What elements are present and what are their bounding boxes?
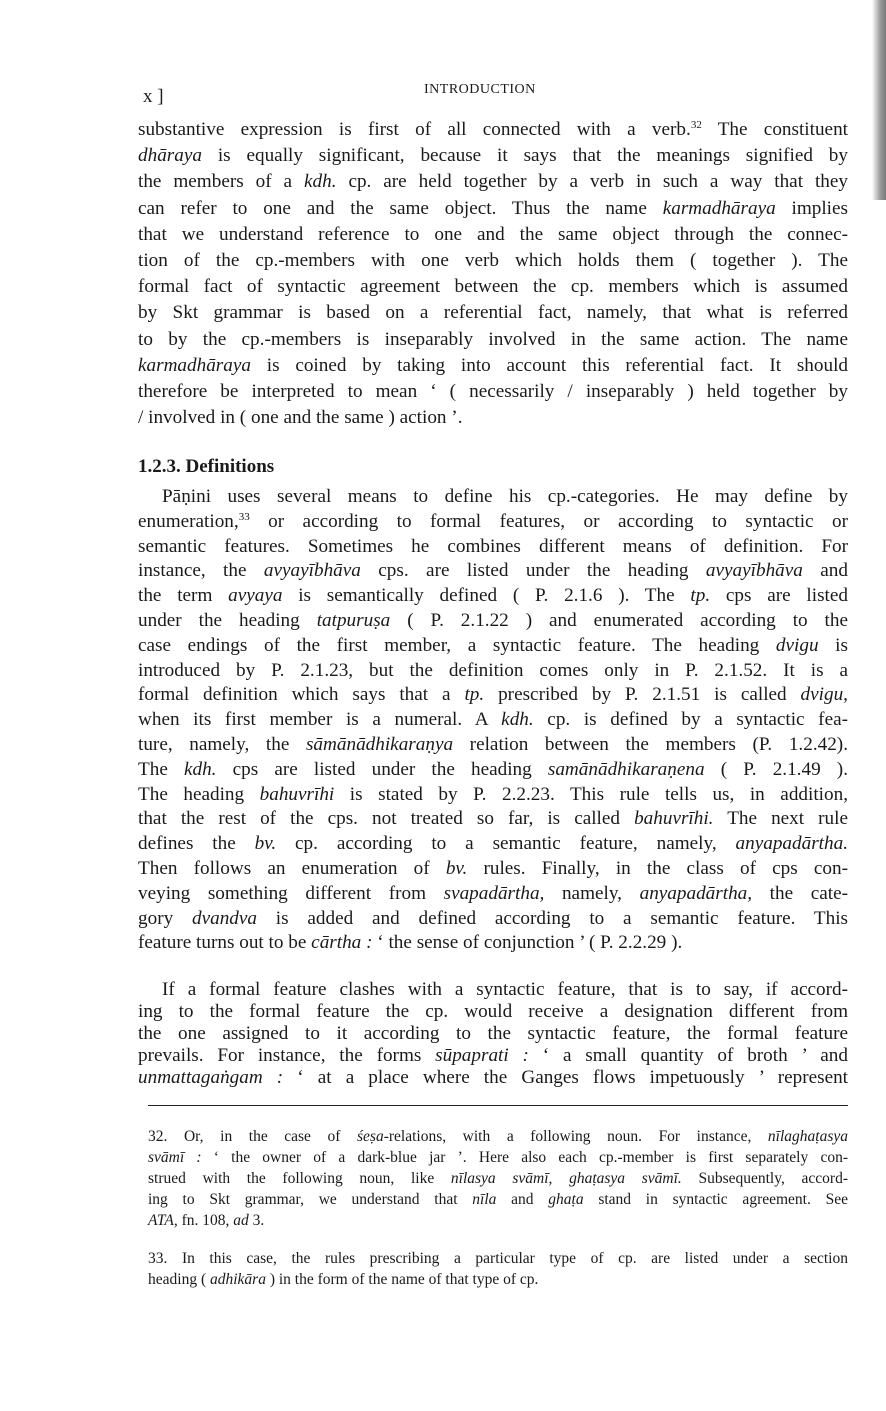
text-line: ATA, fn. 108, ad 3. xyxy=(148,1212,265,1229)
text-line: introduced by P. 2.1.23, but the definition comes only in P. 2.1.52. It is a xyxy=(138,659,848,681)
italic-term: ad xyxy=(233,1212,249,1229)
text-line: Then follows an enumeration of bv. rules. Finally, in the class of cps con- xyxy=(138,857,848,879)
text-line: formal fact of syntactic agreement between the cp. members which is assumed xyxy=(138,276,848,298)
italic-term: śeṣa xyxy=(357,1128,384,1145)
text-line: to by the cp.-members is inseparably involved in the same action. The name xyxy=(138,328,848,350)
text-line: formal definition which says that a tp. prescribed by P. 2.1.51 is called dvigu, xyxy=(138,684,848,706)
italic-term: bahuvrīhi. xyxy=(634,808,714,830)
italic-term: karmadhāraya xyxy=(662,197,776,219)
italic-term: bv. xyxy=(445,857,468,879)
italic-term: sūpaprati : xyxy=(435,1045,529,1066)
italic-term: kdh. xyxy=(183,758,217,780)
text-line: karmadhāraya is coined by taking into account this referential fact. It should xyxy=(138,354,848,376)
text-line: strued with the following noun, like nīlasya svāmī, ghaṭasya svāmī. Subsequently, accord- xyxy=(148,1170,848,1187)
text-line: tion of the cp.-members with one verb which holds them ( together ). The xyxy=(138,249,848,271)
italic-term: sāmānādhikaraṇya xyxy=(305,733,454,755)
text-line: 33. In this case, the rules prescribing a particular type of cp. are listed under a section xyxy=(148,1250,848,1267)
italic-term: dvandva xyxy=(191,907,257,929)
footnote-reference: 33 xyxy=(238,510,250,523)
running-title: INTRODUCTION xyxy=(424,82,536,97)
italic-term: ghaṭa xyxy=(548,1191,584,1208)
italic-term: svāmī : xyxy=(148,1149,202,1166)
italic-term: unmattagaṅgam : xyxy=(138,1067,284,1088)
italic-term: kdh. xyxy=(501,709,534,731)
footnote-divider xyxy=(148,1105,848,1106)
text-line: instance, the avyayībhāva cps. are listed under the heading avyayībhāva and xyxy=(138,560,848,582)
text-line: veying something different from svapadārtha, namely, anyapadārtha, the cate- xyxy=(138,882,848,904)
text-line: can refer to one and the same object. Thus the name karmadhāraya implies xyxy=(138,197,848,219)
scan-edge-shadow xyxy=(872,0,886,200)
footnote-32 xyxy=(148,1126,848,1231)
italic-term: kdh. xyxy=(304,171,337,193)
text-line: enumeration,$^{33}$ or according to formal features, or according to syntactic or xyxy=(138,510,848,532)
italic-term: nīlasya svāmī, ghaṭasya svāmī. xyxy=(450,1170,682,1187)
text-line: defines the bv. cp. according to a semantic feature, namely, anyapadārtha. xyxy=(138,833,848,855)
text-line: the one assigned to it according to the syntactic feature, the formal feature xyxy=(138,1023,848,1044)
text-line: heading ( adhikāra ) in the form of the name of that type of cp. xyxy=(148,1271,539,1288)
italic-term: tatpuruṣa xyxy=(316,609,391,631)
text-line: If a formal feature clashes with a syntactic feature, that is to say, if accord- xyxy=(162,979,848,1000)
page-number: x ] xyxy=(143,86,164,107)
paragraph-2 xyxy=(138,485,848,956)
italic-term: ATA, xyxy=(148,1212,178,1229)
italic-term: tp. xyxy=(464,684,485,706)
italic-term: karmadhāraya xyxy=(138,354,251,376)
text-line: svāmī : ‘ the owner of a dark-blue jar ’. Here also each cp.-member is first separately con- xyxy=(148,1149,848,1166)
text-line: 32. Or, in the case of śeṣa-relations, with a following noun. For instance, nīlaghaṭasya xyxy=(148,1128,848,1145)
italic-term: nīlaghaṭasya xyxy=(767,1128,848,1145)
italic-term: bv. xyxy=(254,833,277,855)
italic-term: samānādhikaraṇena xyxy=(547,758,705,780)
italic-term: svapadārtha, xyxy=(443,882,545,904)
text-line: therefore be interpreted to mean ‘ ( necessarily / inseparably ) held together by xyxy=(138,380,848,402)
text-line: unmattagaṅgam : ‘ at a place where the Ganges flows impetuously ’ represent xyxy=(138,1067,849,1088)
italic-term: dhāraya xyxy=(138,145,202,167)
text-line: when its first member is a numeral. A kdh. cp. is defined by a syntactic fea- xyxy=(138,709,848,731)
italic-term: bahuvrīhi xyxy=(259,783,335,805)
italic-term: avyayībhāva xyxy=(705,560,803,582)
footnote-33 xyxy=(148,1248,848,1290)
italic-term: tp. xyxy=(690,585,711,607)
text-line: the term avyaya is semantically defined ( P. 2.1.6 ). The tp. cps are listed xyxy=(138,585,848,607)
italic-term: nīla xyxy=(472,1191,497,1208)
text-line: case endings of the first member, a syntactic feature. The heading dvigu is xyxy=(138,634,848,656)
italic-term: dvigu, xyxy=(800,684,848,706)
paragraph-3 xyxy=(138,979,848,1089)
italic-term: avyayībhāva xyxy=(263,560,361,582)
text-line: that we understand reference to one and the same object through the connec- xyxy=(138,223,848,245)
text-line: prevails. For instance, the forms sūpaprati : ‘ a small quantity of broth ’ and xyxy=(138,1045,848,1066)
text-line: / involved in ( one and the same ) action ’. xyxy=(138,407,463,429)
italic-term: anyapadārtha. xyxy=(735,833,848,855)
text-line: The kdh. cps are listed under the heading samānādhikaraṇena ( P. 2.1.49 ). xyxy=(138,758,848,780)
italic-term: cārtha : xyxy=(311,932,373,954)
italic-term: avyaya xyxy=(228,585,283,607)
text-line: dhāraya is equally significant, because it says that the meanings signified by xyxy=(138,145,848,167)
text-line: the members of a kdh. cp. are held together by a verb in such a way that they xyxy=(138,171,848,193)
text-line: ing to the formal feature the cp. would receive a designation different from xyxy=(138,1001,848,1022)
text-line: ture, namely, the sāmānādhikaraṇya relation between the members (P. 1.2.42). xyxy=(138,733,848,755)
text-line: gory dvandva is added and defined according to a semantic feature. This xyxy=(138,907,849,929)
italic-term: adhikāra xyxy=(209,1271,266,1288)
text-line: semantic features. Sometimes he combines different means of definition. For xyxy=(138,535,848,557)
text-line: by Skt grammar is based on a referential fact, namely, that what is referred xyxy=(138,302,848,324)
text-line: feature turns out to be cārtha : ‘ the sense of conjunction ’ ( P. 2.2.29 ). xyxy=(138,932,683,954)
footnote-reference: 32 xyxy=(690,119,702,131)
text-line: under the heading tatpuruṣa ( P. 2.1.22 ) and enumerated according to the xyxy=(138,609,848,631)
text-line: that the rest of the cps. not treated so far, is called bahuvrīhi. The next rule xyxy=(138,808,848,830)
section-heading: 1.2.3. Definitions xyxy=(138,456,275,477)
italic-term: anyapadārtha, xyxy=(639,882,753,904)
text-line: Pāṇini uses several means to define his cp.-categories. He may define by xyxy=(162,486,848,507)
text-line: substantive expression is first of all connected with a verb.$^{32}$ The constituent xyxy=(138,119,848,140)
text-line: ing to Skt grammar, we understand that nīla and ghaṭa stand in syntactic agreement. See xyxy=(148,1191,848,1208)
paragraph-1 xyxy=(138,117,848,431)
text-line: The heading bahuvrīhi is stated by P. 2.2.23. This rule tells us, in addition, xyxy=(138,783,848,805)
italic-term: dvigu xyxy=(775,634,819,656)
